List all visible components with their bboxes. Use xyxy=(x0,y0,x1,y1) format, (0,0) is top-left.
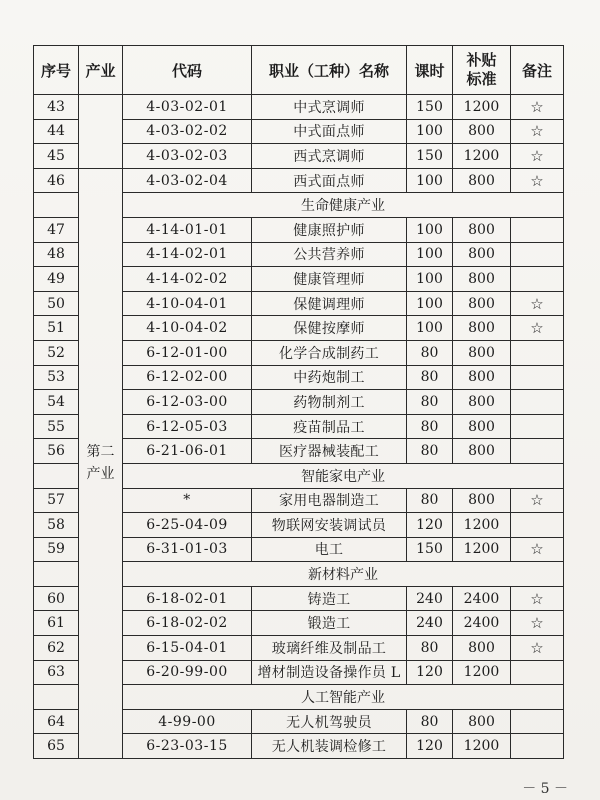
cell-seq: 50 xyxy=(34,291,79,316)
header-hours: 课时 xyxy=(407,46,453,95)
cell-seq: 56 xyxy=(34,439,79,464)
cell-code: 4-10-04-02 xyxy=(123,316,252,341)
cell-industry-blank xyxy=(79,95,123,169)
cell-subsidy: 800 xyxy=(453,267,511,292)
cell-hours: 150 xyxy=(407,537,453,562)
cell-note xyxy=(511,709,564,734)
cell-code: 4-03-02-03 xyxy=(123,144,252,169)
cell-note-star: ☆ xyxy=(511,586,564,611)
cell-occupation: 无人机装调检修工 xyxy=(252,734,407,759)
cell-note-star: ☆ xyxy=(511,636,564,661)
cell-hours: 240 xyxy=(407,611,453,636)
cell-seq: 48 xyxy=(34,242,79,267)
cell-hours: 80 xyxy=(407,709,453,734)
cell-subsidy: 800 xyxy=(453,242,511,267)
cell-code: 6-31-01-03 xyxy=(123,537,252,562)
cell-occupation: 公共营养师 xyxy=(252,242,407,267)
cell-note-star: ☆ xyxy=(511,119,564,144)
cell-hours: 100 xyxy=(407,119,453,144)
cell-note xyxy=(511,414,564,439)
cell-code: 6-21-06-01 xyxy=(123,439,252,464)
cell-note-star: ☆ xyxy=(511,537,564,562)
cell-seq: 51 xyxy=(34,316,79,341)
cell-seq: 43 xyxy=(34,95,79,120)
cell-seq-blank xyxy=(34,685,79,710)
cell-note-star: ☆ xyxy=(511,144,564,169)
cell-subsidy: 800 xyxy=(453,390,511,415)
header-subsidy-line2: 标准 xyxy=(466,70,497,88)
cell-code: 4-03-02-04 xyxy=(123,168,252,193)
cell-code: 6-12-05-03 xyxy=(123,414,252,439)
cell-subsidy: 1200 xyxy=(453,660,511,685)
cell-subsidy: 800 xyxy=(453,316,511,341)
cell-occupation: 健康管理师 xyxy=(252,267,407,292)
cell-subsidy: 1200 xyxy=(453,734,511,759)
cell-occupation: 疫苗制品工 xyxy=(252,414,407,439)
cell-code: * xyxy=(123,488,252,513)
cell-seq: 46 xyxy=(34,168,79,193)
cell-seq: 47 xyxy=(34,217,79,242)
cell-seq: 53 xyxy=(34,365,79,390)
cell-hours: 120 xyxy=(407,513,453,538)
cell-occupation: 物联网安装调试员 xyxy=(252,513,407,538)
cell-seq: 58 xyxy=(34,513,79,538)
page-number: － 5 － xyxy=(522,781,568,797)
cell-seq-blank xyxy=(34,562,79,587)
cell-code: 6-18-02-01 xyxy=(123,586,252,611)
section-ai: 人工智能产业 xyxy=(123,685,564,710)
cell-subsidy: 2400 xyxy=(453,586,511,611)
cell-hours: 120 xyxy=(407,734,453,759)
cell-note-star: ☆ xyxy=(511,488,564,513)
cell-hours: 100 xyxy=(407,291,453,316)
cell-code: 4-10-04-01 xyxy=(123,291,252,316)
cell-subsidy: 800 xyxy=(453,636,511,661)
cell-seq-blank xyxy=(34,193,79,218)
cell-subsidy: 800 xyxy=(453,340,511,365)
cell-code: 4-03-02-02 xyxy=(123,119,252,144)
cell-subsidy: 800 xyxy=(453,168,511,193)
cell-note xyxy=(511,365,564,390)
industry-label xyxy=(79,168,123,758)
cell-occupation: 中式面点师 xyxy=(252,119,407,144)
header-row xyxy=(34,46,564,95)
cell-subsidy: 800 xyxy=(453,291,511,316)
cell-code: 4-14-01-01 xyxy=(123,217,252,242)
cell-code: 4-14-02-02 xyxy=(123,267,252,292)
cell-hours: 100 xyxy=(407,316,453,341)
table-row xyxy=(34,168,564,193)
cell-seq: 64 xyxy=(34,709,79,734)
cell-seq: 44 xyxy=(34,119,79,144)
cell-seq: 60 xyxy=(34,586,79,611)
cell-hours: 80 xyxy=(407,636,453,661)
cell-note xyxy=(511,267,564,292)
cell-code: 6-20-99-00 xyxy=(123,660,252,685)
cell-hours: 100 xyxy=(407,217,453,242)
cell-note-star: ☆ xyxy=(511,291,564,316)
occupation-table xyxy=(33,45,564,759)
cell-occupation: 保健调理师 xyxy=(252,291,407,316)
cell-occupation: 医疗器械装配工 xyxy=(252,439,407,464)
cell-seq: 55 xyxy=(34,414,79,439)
cell-hours: 100 xyxy=(407,168,453,193)
cell-seq: 65 xyxy=(34,734,79,759)
cell-code: 6-25-04-09 xyxy=(123,513,252,538)
cell-code: 6-12-01-00 xyxy=(123,340,252,365)
cell-hours: 100 xyxy=(407,267,453,292)
cell-hours: 150 xyxy=(407,144,453,169)
cell-subsidy: 1200 xyxy=(453,95,511,120)
cell-occupation: 无人机驾驶员 xyxy=(252,709,407,734)
cell-note-star: ☆ xyxy=(511,316,564,341)
cell-code: 6-18-02-02 xyxy=(123,611,252,636)
cell-subsidy: 1200 xyxy=(453,513,511,538)
cell-code: 4-99-00 xyxy=(123,709,252,734)
cell-code: 6-12-03-00 xyxy=(123,390,252,415)
cell-subsidy: 800 xyxy=(453,365,511,390)
cell-seq: 63 xyxy=(34,660,79,685)
cell-note-star: ☆ xyxy=(511,611,564,636)
table-row xyxy=(34,95,564,120)
header-occupation: 职业（工种）名称 xyxy=(252,46,407,95)
cell-occupation: 增材制造设备操作员 L xyxy=(252,660,407,685)
cell-occupation: 西式烹调师 xyxy=(252,144,407,169)
cell-subsidy: 1200 xyxy=(453,537,511,562)
cell-subsidy: 800 xyxy=(453,439,511,464)
cell-note xyxy=(511,390,564,415)
cell-hours: 80 xyxy=(407,390,453,415)
cell-seq: 59 xyxy=(34,537,79,562)
cell-seq: 62 xyxy=(34,636,79,661)
cell-hours: 100 xyxy=(407,242,453,267)
cell-note xyxy=(511,242,564,267)
cell-seq: 57 xyxy=(34,488,79,513)
cell-subsidy: 800 xyxy=(453,709,511,734)
cell-hours: 240 xyxy=(407,586,453,611)
cell-seq: 54 xyxy=(34,390,79,415)
header-industry: 产业 xyxy=(79,46,123,95)
cell-subsidy: 2400 xyxy=(453,611,511,636)
header-seq: 序号 xyxy=(34,46,79,95)
cell-hours: 80 xyxy=(407,365,453,390)
cell-code: 6-23-03-15 xyxy=(123,734,252,759)
cell-note-star: ☆ xyxy=(511,168,564,193)
cell-hours: 80 xyxy=(407,488,453,513)
cell-hours: 80 xyxy=(407,414,453,439)
cell-note xyxy=(511,439,564,464)
header-subsidy-line1: 补贴 xyxy=(466,51,497,69)
cell-code: 6-12-02-00 xyxy=(123,365,252,390)
cell-code: 4-03-02-01 xyxy=(123,95,252,120)
cell-occupation: 家用电器制造工 xyxy=(252,488,407,513)
cell-note xyxy=(511,513,564,538)
cell-occupation: 中药炮制工 xyxy=(252,365,407,390)
cell-subsidy: 1200 xyxy=(453,144,511,169)
header-note: 备注 xyxy=(511,46,564,95)
cell-occupation: 锻造工 xyxy=(252,611,407,636)
cell-occupation: 西式面点师 xyxy=(252,168,407,193)
cell-seq-blank xyxy=(34,463,79,488)
cell-note xyxy=(511,340,564,365)
cell-occupation: 中式烹调师 xyxy=(252,95,407,120)
cell-occupation: 健康照护师 xyxy=(252,217,407,242)
cell-hours: 150 xyxy=(407,95,453,120)
industry-label-line1: 第二 xyxy=(86,444,115,461)
cell-hours: 120 xyxy=(407,660,453,685)
cell-hours: 80 xyxy=(407,340,453,365)
cell-hours: 80 xyxy=(407,439,453,464)
cell-occupation: 玻璃纤维及制品工 xyxy=(252,636,407,661)
cell-code: 6-15-04-01 xyxy=(123,636,252,661)
section-smart-appliance: 智能家电产业 xyxy=(123,463,564,488)
cell-subsidy: 800 xyxy=(453,488,511,513)
cell-occupation: 药物制剂工 xyxy=(252,390,407,415)
cell-seq: 49 xyxy=(34,267,79,292)
cell-subsidy: 800 xyxy=(453,414,511,439)
cell-seq: 45 xyxy=(34,144,79,169)
cell-note xyxy=(511,217,564,242)
cell-seq: 61 xyxy=(34,611,79,636)
header-code: 代码 xyxy=(123,46,252,95)
cell-note xyxy=(511,734,564,759)
cell-seq: 52 xyxy=(34,340,79,365)
cell-occupation: 电工 xyxy=(252,537,407,562)
section-new-materials: 新材料产业 xyxy=(123,562,564,587)
cell-subsidy: 800 xyxy=(453,119,511,144)
section-life-health: 生命健康产业 xyxy=(123,193,564,218)
cell-note-star: ☆ xyxy=(511,95,564,120)
cell-note xyxy=(511,660,564,685)
cell-subsidy: 800 xyxy=(453,217,511,242)
cell-occupation: 化学合成制药工 xyxy=(252,340,407,365)
cell-occupation: 保健按摩师 xyxy=(252,316,407,341)
cell-occupation: 铸造工 xyxy=(252,586,407,611)
header-subsidy xyxy=(453,46,511,95)
cell-code: 4-14-02-01 xyxy=(123,242,252,267)
industry-label-line2: 产业 xyxy=(86,466,115,483)
